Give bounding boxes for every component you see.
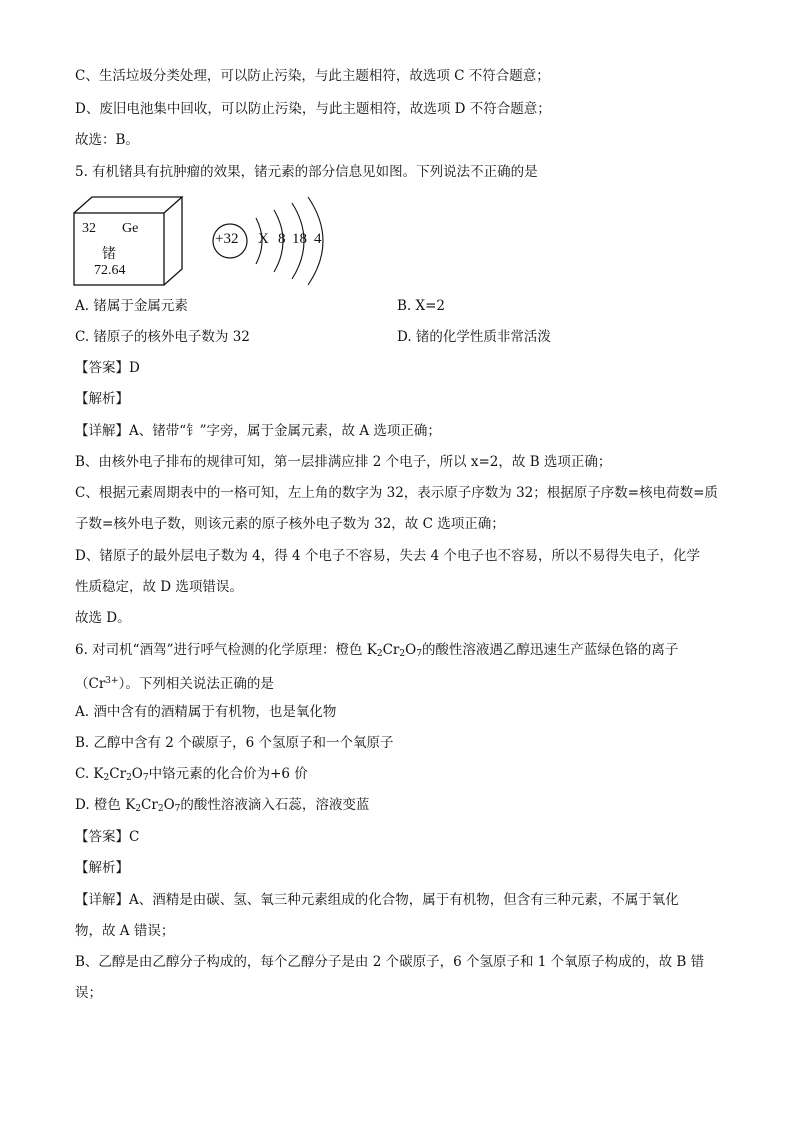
atomic-number: 32 [82,221,96,236]
shell-2-count: 8 [278,231,286,247]
q5-detail-c2: 子数=核外电子数，则该元素的原子核外电子数为 32，故 C 选项正确； [75,516,505,532]
detail-tag: 【详解】 [75,423,129,439]
answer-tag: 【答案】 [75,360,129,376]
q5-choice: 故选 D。 [75,610,131,626]
answer-tag-6: 【答案】 [75,829,129,845]
o: O [405,642,417,658]
q5-detail-c1: C、根据元素周期表中的一格可知，左上角的数字为 32，表示原子序数为 32；根据原子序数=核电荷数=质 [75,485,718,501]
question-6-stem [75,640,678,664]
d-post: 的酸性溶液滴入石蕊，溶液变蓝 [180,797,370,813]
q6-detail-a2: 物，故 A 错误； [75,923,175,939]
sub-2c: 2 [103,773,110,783]
o-c: O [131,766,143,782]
cr-c: Cr [109,766,127,782]
answer-value: D [129,360,140,376]
cr: Cr [382,642,400,658]
atomic-mass: 72.64 [94,263,126,278]
c-pre: C. K [75,766,104,782]
q5-option-c: C. 锗原子的核外电子数为 32 [75,329,250,345]
choice-line: 故选：B。 [75,132,139,148]
shell-4-count: 4 [314,231,322,247]
detail-tag-6: 【详解】 [75,892,129,908]
sub-7c: 7 [142,773,149,783]
sub-2d: 2 [126,773,132,783]
question-6-stem-line2 [75,671,274,694]
q6-detail-a1 [75,890,679,910]
cr-d: Cr [141,797,158,813]
element-name: 锗 [102,247,116,262]
q6-stem-mid: 的酸性溶液遇乙醇迅速生产蓝绿色铬的离子 [421,642,679,658]
q5-analysis-tag: 【解析】 [75,391,129,407]
q6-option-d [75,795,369,819]
sub-2: 2 [376,649,383,659]
charge: 3+ [105,676,119,686]
q6-answer [75,827,139,847]
q6-option-a: A. 酒中含有的酒精属于有机物，也是氧化物 [75,704,337,720]
q5-detail-d2: 性质稳定，故 D 选项错误。 [75,579,243,595]
shell-1-count: X [258,231,269,247]
sub-2e: 2 [135,804,142,814]
d-pre: D. 橙色 K [75,797,136,813]
sub-7: 7 [416,649,422,659]
q6-detail-b2: 误； [75,985,102,1001]
q5-option-d: D. 锗的化学性质非常活泼 [397,329,551,345]
detail-a1-text: A、酒精是由碳、氢、氧三种元素组成的化合物，属于有机物，但含有三种元素，不属于氧化 [129,892,679,908]
germanium-figure [72,193,332,288]
q5-option-b: B. X=2 [397,298,446,314]
sub-2f: 2 [157,804,164,814]
q5-answer [75,358,140,378]
q6-line2-pre: （Cr [75,676,106,692]
c-post: 中铬元素的化合价为+6 价 [148,766,308,782]
nuclear-charge: +32 [215,231,239,247]
q6-option-c [75,764,308,788]
detail-a-text: A、锗带“钅”字旁，属于金属元素，故 A 选项正确； [129,423,441,439]
q5-detail-b: B、由核外电子排布的规律可知，第一层排满应排 2 个电子，所以 x=2，故 B 选项正确； [75,454,612,470]
o-d: O [163,797,175,813]
q6-option-b: B. 乙醇中含有 2 个碳原子，6 个氢原子和一个氧原子 [75,735,394,751]
option-d-explanation: D、废旧电池集中回收，可以防止污染，与此主题相符，故选项 D 不符合题意； [75,101,551,117]
q6-line2-post: ）。下列相关说法正确的是 [118,676,274,692]
sub-7d: 7 [174,804,181,814]
question-5-stem: 5. 有机锗具有抗肿瘤的效果，锗元素的部分信息见如图。下列说法不正确的是 [75,164,538,180]
element-symbol: Ge [122,221,139,236]
option-c-explanation: C、生活垃圾分类处理，可以防止污染，与此主题相符，故选项 C 不符合题意； [75,68,550,84]
sub-2b: 2 [399,649,406,659]
q6-analysis-tag: 【解析】 [75,860,129,876]
q6-stem-pre: 6. 对司机“酒驾”进行呼气检测的化学原理：橙色 K [75,642,377,658]
q6-detail-b1: B、乙醇是由乙醇分子构成的，每个乙醇分子是由 2 个碳原子，6 个氢原子和 1 个氧原子构成的，故 B 错 [75,954,705,970]
shell-3-count: 18 [292,231,307,247]
q5-detail-a [75,421,441,441]
q5-detail-d1: D、锗原子的最外层电子数为 4，得 4 个电子不容易，失去 4 个电子也不容易，所以不易得失电子，化学 [75,548,701,564]
answer-value-6: C [129,829,140,845]
q5-option-a: A. 锗属于金属元素 [75,298,188,314]
